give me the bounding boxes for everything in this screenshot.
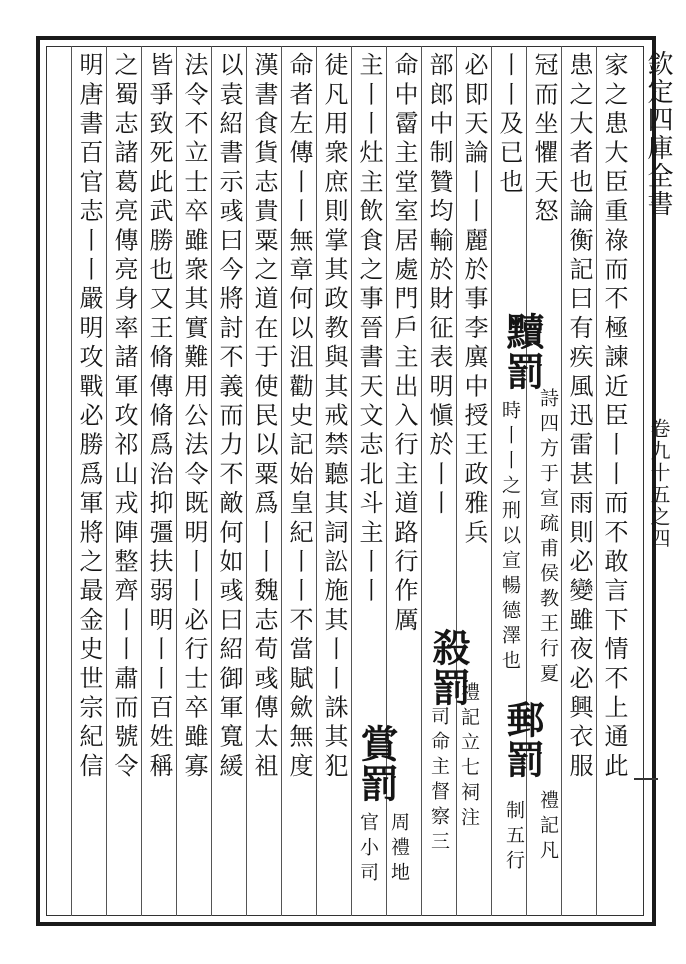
note-du-fa-2: 時丨丨之刑以宣暢德澤也: [499, 400, 521, 675]
text-column-16: 明唐書百官志丨丨嚴明攻戰必勝爲軍將之最金史世宗紀信: [75, 52, 103, 782]
note-you-fa: 禮記凡: [537, 790, 559, 865]
text-column-12: 以袁紹書示彧曰今將討不義而力不敵何如彧曰紹御軍寬緩: [215, 52, 243, 782]
text-column-15: 之蜀志諸葛亮傳亮身率諸軍攻祁山戎陣整齊丨丨肅而號令: [110, 52, 138, 782]
text-column-13: 法令不立士卒雖衆其實難用公法令既明丨丨必行士卒雖寡: [180, 52, 208, 782]
edge-mark: [634, 778, 658, 780]
note-shang-fa: 周禮地: [388, 812, 410, 887]
headword-sha-fa: 殺罰: [426, 628, 471, 708]
note-you-fa-2: 制五行: [503, 800, 525, 875]
note-sha-fa: 禮記立七祠注: [458, 682, 480, 832]
note-sha-fa-2: 司命主督察三: [428, 706, 450, 856]
text-column-5: 必即天論丨丨麗於事李廙中授王政雅兵: [460, 52, 488, 549]
headword-du-fa: 黷罰: [500, 312, 545, 392]
text-column-7: 命中霤主堂室居處門戶主出入行主道路行作厲: [390, 52, 418, 636]
text-column-4: 丨丨及已也: [495, 52, 523, 198]
text-column-1: 家之患大臣重祿而不極諫近臣丨丨而不敢言下情不上通此: [600, 52, 628, 782]
volume-label: 卷九十五之四: [647, 418, 671, 550]
book-title: 欽定四庫全書: [643, 50, 673, 218]
note-du-fa: 詩四方于宣疏甫侯教王行夏: [537, 388, 559, 688]
text-column-11: 漢書食貨志貴粟之道在于使民以粟爲丨丨魏志荀彧傳太祖: [250, 52, 278, 782]
text-column-14: 皆爭致死此武勝也又王脩傳脩爲治抑彊扶弱明丨丨百姓稱: [145, 52, 173, 782]
text-column-6: 部郎中制贊均輸於財征表明愼於丨丨: [425, 52, 453, 520]
text-column-9: 徒凡用衆庶則掌其政教與其戒禁聽其詞訟施其丨丨誅其犯: [320, 52, 348, 782]
note-shang-fa-2: 官小司: [357, 812, 379, 887]
headword-shang-fa: 賞罰: [354, 724, 399, 804]
text-column-2: 患之大者也論衡記曰有疾風迅雷甚雨則必變雖夜必興衣服: [565, 52, 593, 782]
text-column-3: 冠而坐懼天怒: [530, 52, 558, 228]
text-column-8: 主丨丨灶主飲食之事晉書天文志北斗主丨丨: [355, 52, 383, 607]
headword-you-fa: 郵罰: [500, 700, 545, 780]
text-column-10: 命者左傳丨丨無章何以沮勸史記始皇紀丨丨不當賦歛無度: [285, 52, 313, 782]
